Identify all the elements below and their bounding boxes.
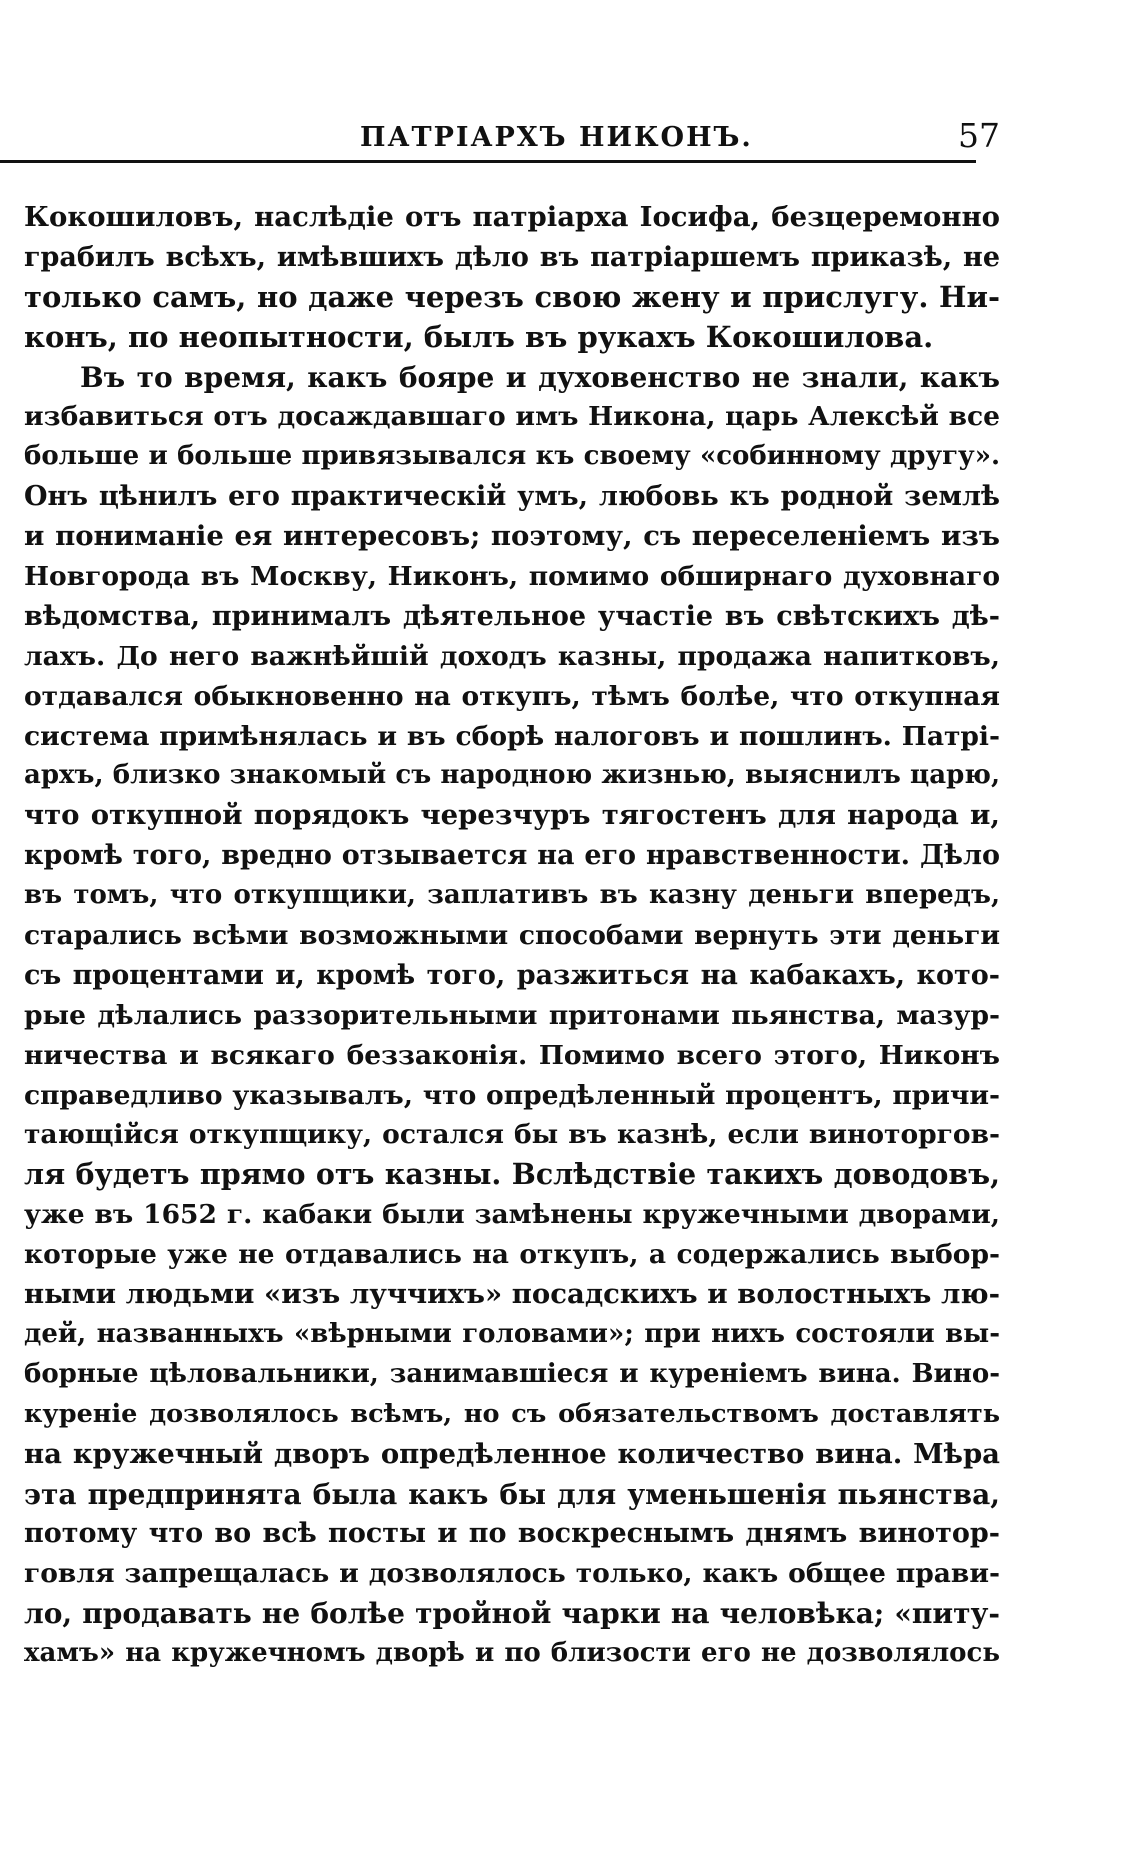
text-line: что откупной порядокъ черезчуръ тягостенъ для народа и, [24,799,1000,832]
text-line: которые уже не отдавались на откупъ, а содержались выбор- [24,1239,1000,1271]
text-line: борные цѣловальники, занимавшіеся и куреніемъ вина. Вино- [24,1358,1000,1389]
text-line: вѣдомства, принималъ дѣятельное участіе въ свѣтскихъ дѣ- [24,600,1000,632]
text-line: съ процентами и, кромѣ того, разжиться на кабакахъ, кото- [24,959,1000,991]
text-line: справедливо указывалъ, что опредѣленный процентъ, причи- [24,1079,1000,1111]
text-line: конъ, по неопытности, былъ въ рукахъ Кокошилова. [24,319,934,354]
text-line: архъ, близко знакомый съ народною жизнью, выяснилъ царю, [24,760,1000,791]
header-rule [0,160,976,163]
text-line: Въ то время, какъ бояре и духовенство не знали, какъ [80,360,1000,394]
text-line: ло, продавать не болѣе тройной чарки на человѣка; «питу- [24,1597,1000,1631]
text-line: на кружечный дворъ опредѣленное количество вина. Мѣра [24,1437,1000,1470]
text-line: лахъ. До него важнѣйшій доходъ казны, продажа напитковъ, [24,640,1000,672]
text-line: только самъ, но даже черезъ свою жену и прислугу. Ни- [24,279,1000,314]
text-line: и пониманіе ея интересовъ; поэтому, съ переселеніемъ изъ [24,520,1000,553]
text-line: Новгорода въ Москву, Никонъ, помимо обширнаго духовнаго [24,561,1000,593]
text-line: эта предпринята была какъ бы для уменьшенія пьянства, [24,1477,1000,1511]
text-line: кромѣ того, вредно отзывается на его нравственности. Дѣло [24,840,1000,872]
text-line: грабилъ всѣхъ, имѣвшихъ дѣло въ патріаршемъ приказѣ, не [24,241,1000,273]
page-number: 57 [958,116,1000,155]
text-line: система примѣнялась и въ сборѣ налоговъ и пошлинъ. Патрі- [24,720,1000,752]
running-title: ПАТРІАРХЪ НИКОНЪ. [360,122,753,153]
text-line: куреніе дозволялось всѣмъ, но съ обязательствомъ доставлять [24,1398,1000,1429]
text-line: говля запрещалась и дозволялось только, какъ общее прави- [24,1558,1000,1590]
text-line: Онъ цѣнилъ его практическій умъ, любовь къ родной землѣ [24,481,1000,513]
text-line: рые дѣлались раззорительными притонами пьянства, мазур- [24,999,1000,1031]
text-line: больше и больше привязывался къ своему «собинному другу». [24,441,1000,472]
text-line: избавиться отъ досаждавшаго имъ Никона, царь Алексѣй все [24,401,1000,433]
text-line: тающійся откупщику, остался бы въ казнѣ, если виноторгов- [24,1119,1000,1151]
text-line: хамъ» на кружечномъ дворѣ и по близости его не дозволялось [24,1638,1000,1669]
text-line: ными людьми «изъ луччихъ» посадскихъ и волостныхъ лю- [24,1278,1000,1311]
text-line: отдавался обыкновенно на откупъ, тѣмъ болѣе, что откупная [24,680,1000,712]
text-line: въ томъ, что откупщики, заплативъ въ казну деньги впередъ, [24,880,1000,911]
text-line: старались всѣми возможными способами вернуть эти деньги [24,920,1000,952]
text-line: уже въ 1652 г. кабаки были замѣнены кружечными дворами, [24,1199,1000,1231]
text-line: ля будетъ прямо отъ казны. Вслѣдствіе такихъ доводовъ, [24,1157,1000,1192]
text-line: ничества и всякаго беззаконія. Помимо всего этого, Никонъ [24,1039,1000,1071]
text-line: потому что во всѣ посты и по воскреснымъ днямъ винотор- [24,1518,1000,1550]
body-text [24,198,1000,1674]
text-line: Кокошиловъ, наслѣдіе отъ патріарха Іосифа, безцеремонно [24,201,1000,233]
text-line: дей, названныхъ «вѣрными головами»; при нихъ состояли вы- [24,1318,1000,1349]
